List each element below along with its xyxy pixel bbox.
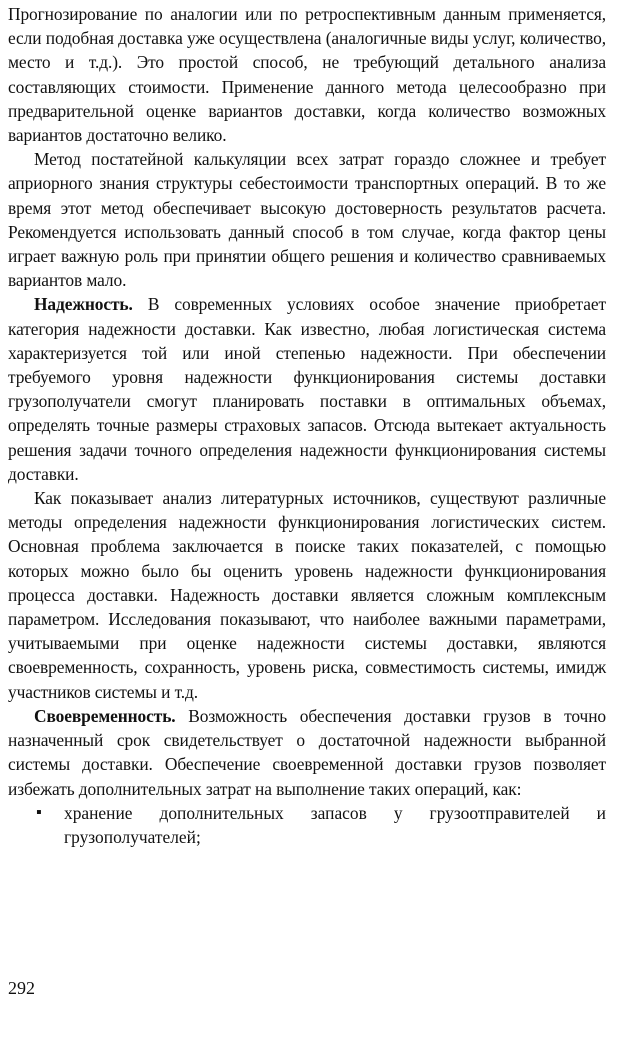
paragraph-text: В современных условиях особое значение приобретает категория надежности доставки. Как известно, любая логистическая система характеризуется той или иной степенью надежности. При обеспечении требуемого уровня надежности функционирования системы доставки грузополучатели смогут планировать поставки в оптимальных объемах, определять точные размеры страховых запасов. Отсюда вытекает актуальность решения задачи точного определения надежности функционирования системы доставки.	[8, 294, 606, 484]
bullet-icon: ▪	[36, 803, 42, 821]
list-item-text: хранение дополнительных запасов у грузоотправителей и грузополучателей;	[64, 802, 606, 847]
paragraph-cost-calculation	[8, 147, 606, 292]
list-item	[8, 801, 606, 849]
paragraph-forecasting-analogy	[8, 2, 606, 147]
paragraph-text: Как показывает анализ литературных источников, существуют различные методы определения надежности функционирования логистических систем. Основная проблема заключается в поиске таких показателей, с помощью которых можно было бы оценить уровень надежности функционирования процесса доставки. Надежность доставки является сложным комплексным параметром. Исследования показывают, что наиболее важными параметрами, учитываемыми при оценке надежности системы доставки, являются своевременность, сохранность, уровень риска, совместимость системы, имидж участников системы и т.д.	[8, 488, 606, 702]
paragraph-literature-analysis	[8, 486, 606, 704]
paragraph-text: Метод постатейной калькуляции всех затрат гораздо сложнее и требует априорного знания структуры себестоимости транспортных операций. В то же время этот метод обеспечивает высокую достоверность результатов расчета. Рекомендуется использовать данный способ в том случае, когда фактор цены играет важную роль при принятии общего решения и количество сравниваемых вариантов мало.	[8, 149, 606, 291]
paragraph-lead-term: Своевременность.	[34, 705, 176, 726]
paragraph-lead-term: Надежность.	[34, 294, 133, 315]
paragraph-timeliness	[8, 704, 606, 801]
paragraph-reliability	[8, 292, 606, 486]
paragraph-text: Возможность обеспечения доставки грузов в точно назначенный срок свидетельствует о достаточной надежности выбранной системы доставки. Обеспечение своевременной доставки грузов позволяет избежать дополнительных затрат на выполнение таких операций, как:	[8, 705, 606, 799]
paragraph-text: Прогнозирование по аналогии или по ретроспективным данным применяется, если подобная доставка уже осуществлена (аналогичные виды услуг, количество, место и т.д.). Это простой способ, не требующий детального анализа составляющих стоимости. Применение данного метода целесообразно при предварительной оценке вариантов доставки, когда количество возможных вариантов достаточно велико.	[8, 4, 606, 146]
page-number: 292	[8, 978, 35, 998]
